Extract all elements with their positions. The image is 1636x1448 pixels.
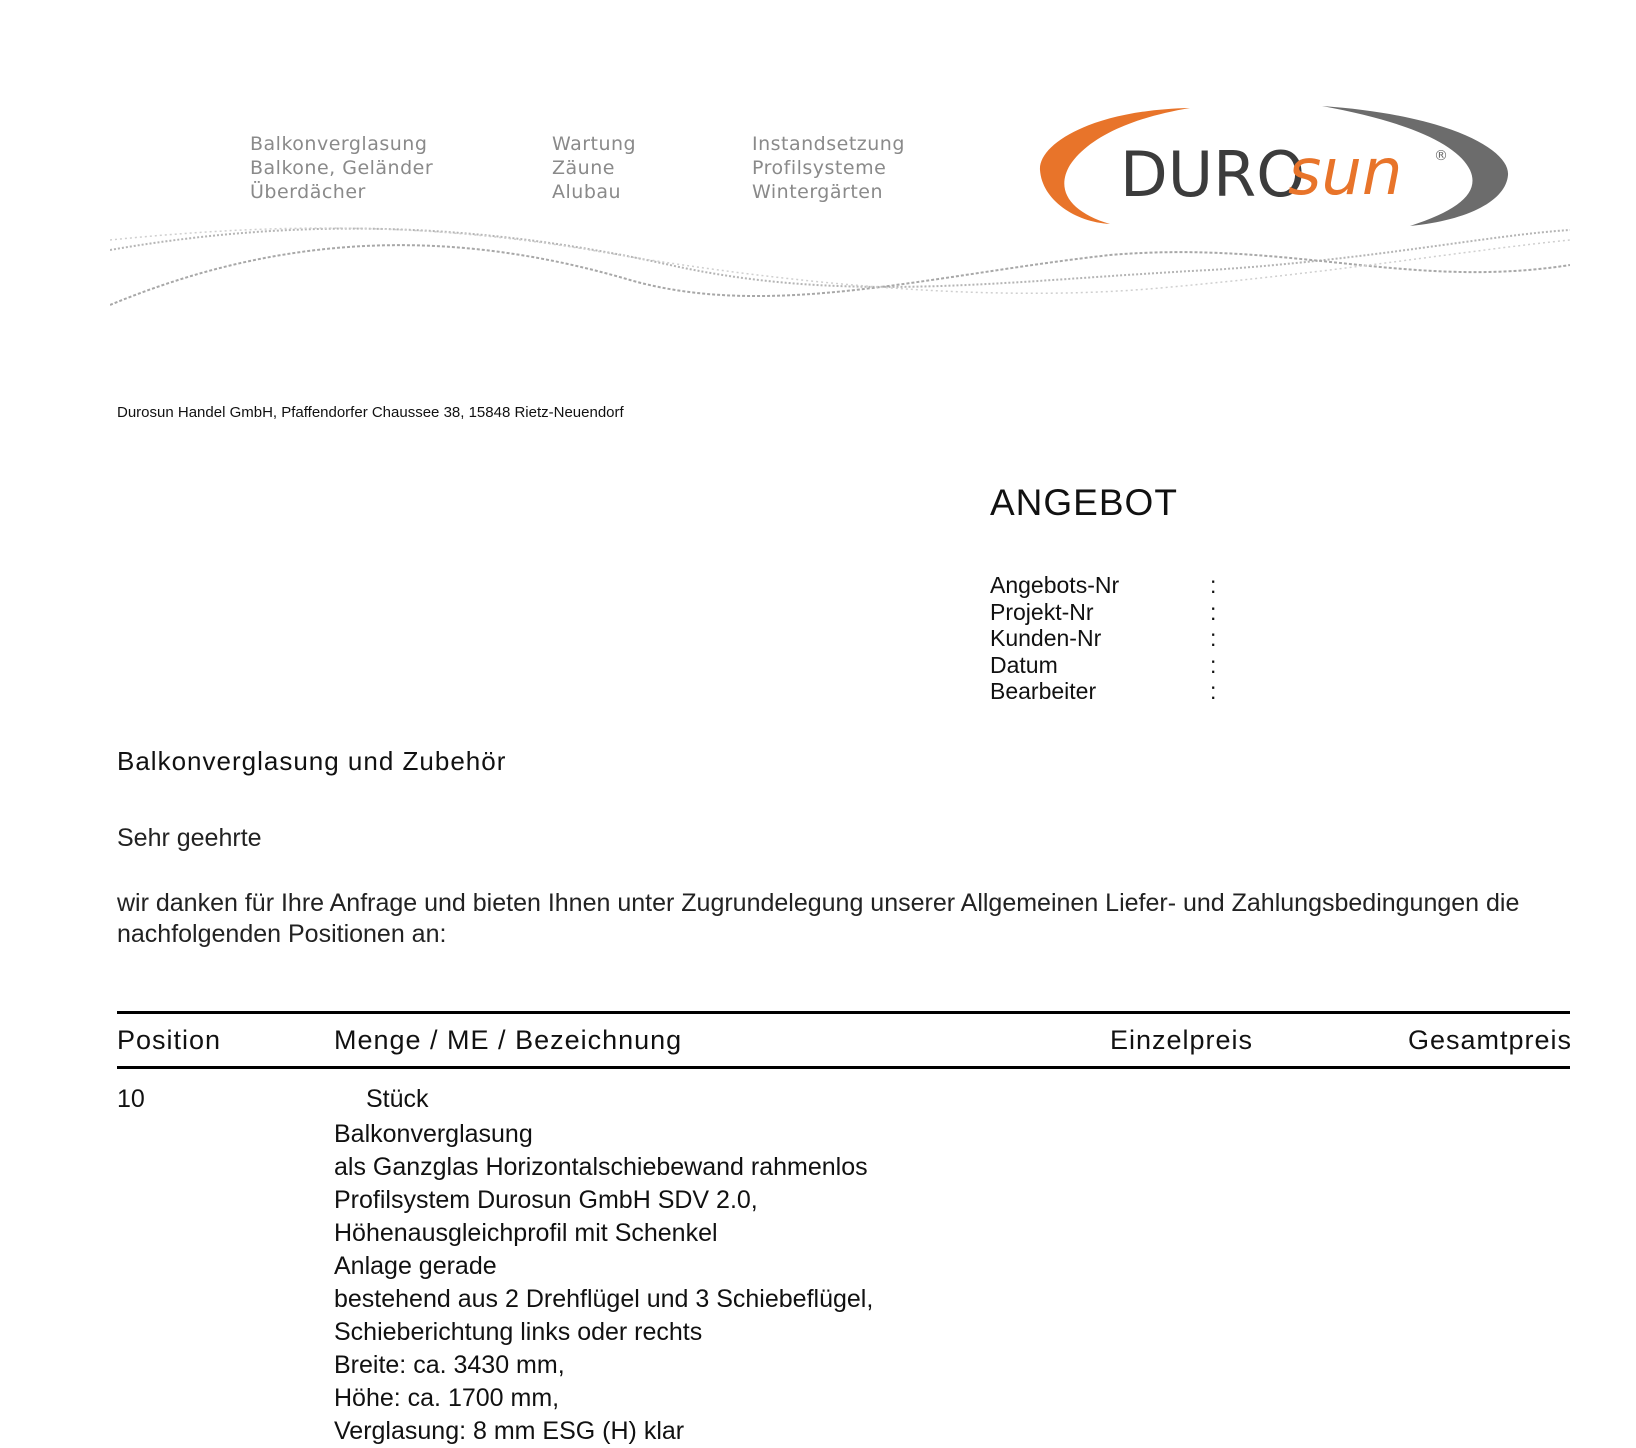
meta-row-offer-number [990,572,1217,599]
column-header-unit-price: Einzelpreis [1110,1025,1254,1055]
service-item: Instandsetzung [752,133,905,155]
meta-row-customer-number [990,625,1217,652]
description-line: Balkonverglasung [334,1120,533,1148]
services-column-1 [250,132,433,204]
table-header-rule [117,1066,1570,1069]
column-header-total-price: Gesamtpreis [1408,1025,1573,1055]
service-item: Zäune [552,157,615,179]
meta-label: Bearbeiter [990,678,1097,704]
description-line: Verglasung: 8 mm ESG (H) klar [334,1417,685,1445]
service-item: Wintergärten [752,181,884,203]
description-line: Höhenausgleichprofil mit Schenkel [334,1219,718,1247]
registered-mark: ® [1434,148,1448,164]
description-line: als Ganzglas Horizontalschiebewand rahmenlos [334,1153,868,1181]
meta-label: Angebots-Nr [990,572,1120,598]
meta-row-project-number [990,598,1217,626]
services-column-3 [752,132,905,204]
row-description [334,1118,873,1448]
column-header-position: Position [117,1025,222,1055]
salutation: Sehr geehrte [117,824,262,852]
meta-separator: : [1210,598,1217,625]
service-item: Wartung [552,133,637,155]
meta-label: Kunden-Nr [990,625,1102,651]
meta-label: Projekt-Nr [990,598,1094,625]
service-item: Alubau [552,181,622,203]
service-item: Überdächer [250,181,366,203]
row-position: 10 [117,1085,145,1113]
description-line: bestehend aus 2 Drehflügel und 3 Schiebeflügel, [334,1285,874,1313]
meta-row-editor [990,678,1217,705]
service-item: Balkone, Geländer [250,157,434,179]
row-quantity-unit: Stück [366,1085,429,1113]
meta-separator: : [1210,651,1217,678]
meta-separator: : [1210,678,1217,704]
meta-label: Datum [990,651,1058,678]
column-header-description: Menge / ME / Bezeichnung [334,1025,683,1055]
document-title: ANGEBOT [990,482,1178,523]
logo-text-dark: DURO [1120,138,1306,211]
document-subject: Balkonverglasung und Zubehör [117,746,507,776]
description-line: Profilsystem Durosun GmbH SDV 2.0, [334,1186,758,1214]
meta-separator: : [1210,572,1217,598]
sender-address-line: Durosun Handel GmbH, Pfaffendorfer Chaussee 38, 15848 Rietz-Neuendorf [117,404,624,421]
meta-separator: : [1210,625,1217,651]
services-column-2 [552,132,636,204]
service-item: Profilsysteme [752,157,887,179]
decorative-waves [110,210,1570,320]
meta-row-date [990,651,1217,679]
logo-text-accent: sun [1288,136,1403,210]
description-line: Schieberichtung links oder rechts [334,1318,703,1346]
description-line: Breite: ca. 3430 mm, [334,1351,565,1379]
service-item: Balkonverglasung [250,133,428,155]
document-meta [990,572,1217,705]
description-line: Anlage gerade [334,1252,497,1280]
description-line: Höhe: ca. 1700 mm, [334,1384,560,1412]
intro-paragraph: wir danken für Ihre Anfrage und bieten Ihnen unter Zugrundelegung unserer Allgemeinen Liefer- und Zahlungsbedingungen die nachfolgenden Positionen an: [117,889,1520,948]
table-top-rule [117,1011,1570,1014]
